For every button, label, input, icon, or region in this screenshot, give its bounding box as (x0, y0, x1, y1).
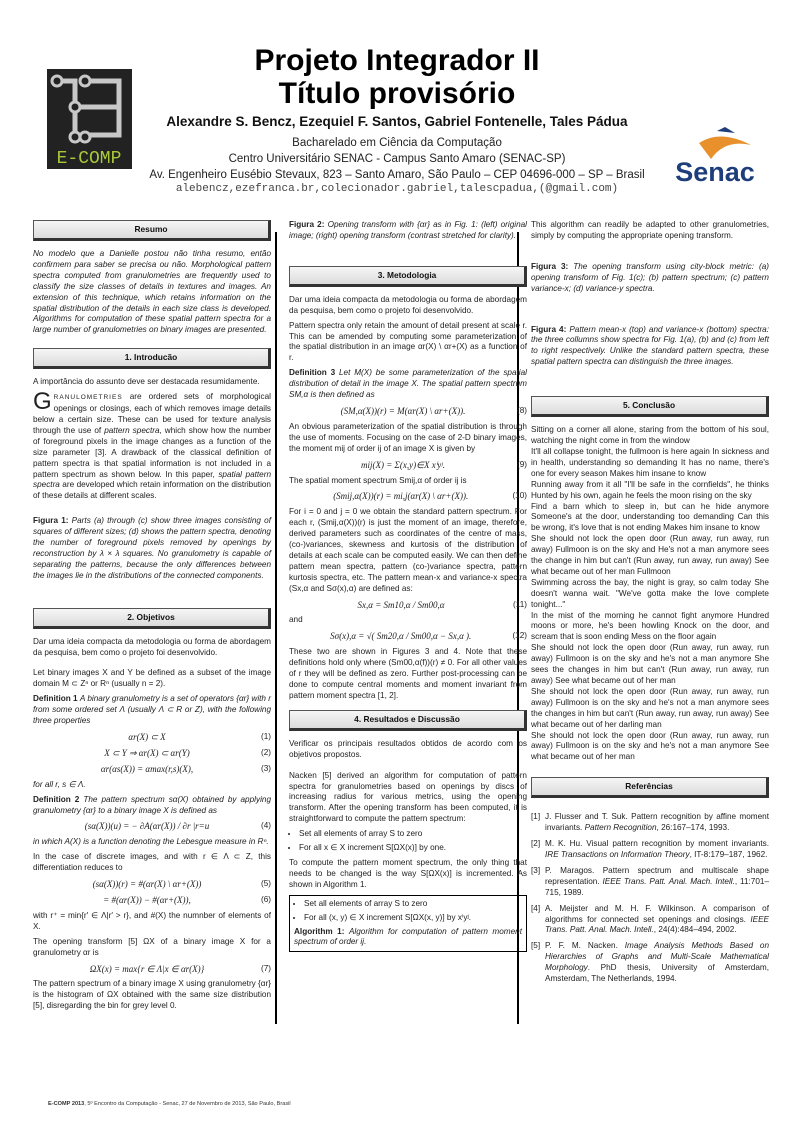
section-header-resultados: 4. Resultados e Discussão (289, 710, 527, 731)
reference-3: [3] P. Maragos. Pattern spectrum and multiscale shape representation. IEEE Trans. Patt. Anal. Mach. Intell., 11:701–715, 1989. (531, 865, 769, 897)
svg-text:Senac: Senac (675, 157, 755, 185)
forall-text: for all r, s ∈ Λ. (33, 779, 86, 789)
figure-3-caption: Figura 3: The opening transform using city-block metric: (a) opening transform of Fig. 1(c); (b) pattern spectrum; (c) pattern variance-x; (d) variance-y spectra. (531, 261, 769, 293)
abstract-text: No modelo que a Danielle postou não tinha resumo, então confirmem para saber se precisa ou não. Morphological pattern spectra computed from granulometries are frequently used to classify the size classes of details in textures and images. An extension of this technique, which retains information on the spatial distribution of the details in each size class is developed. Algorithms for computation of these spatial pattern spectra for a large number of granulometries on binary images are presented. (33, 249, 271, 335)
affiliation-address: Av. Engenheiro Eusébio Stevaux, 823 – Santo Amaro, São Paulo – CEP 04696-000 – SP – Brasil (149, 169, 645, 181)
resultados-paragraph-3: To compute the pattern moment spectrum, the only thing that needs to be changed is the way S[ΩX(x)] is incremented. As shown in Algorithm 1. (289, 857, 527, 889)
definition-2: Definition 2 The pattern spectrum sα(X) obtained by applying granulometry {αr} to a binary image X is defined as (33, 794, 272, 815)
reference-2: [2] M. K. Hu. Visual pattern recognition by moment invariants. IRE Transactions on Information Theory, IT-8:179–187, 1962. (531, 839, 769, 859)
and-text: and (289, 615, 303, 625)
list-item: • Set all elements of array S to zero (304, 899, 522, 910)
equation-5: (sα(X))(r) = #(αr(X) \ αr+(X)) (5) (92, 879, 271, 890)
moments-text: An obvious parameterization of the spatial distribution is through the use of moments. Focusing on the case of 2-D binary images, the moment mij of order ij of an image X is given by (289, 421, 527, 453)
equation-10: (Smij,α(X))(r) = mi,j(αr(X) \ αr+(X)). (10) (333, 491, 527, 502)
equation-1: αr(X) ⊂ X (1) (128, 732, 271, 742)
definition-1: Definition 1 A binary granulometry is a set of operators {αr} with r from some ordered set Λ (usually Λ ⊂ R or Z), with the following three properties (33, 694, 271, 726)
equation-4: (sα(X))(u) = − ∂A(αr(X)) / ∂r |r=u (4) (84, 821, 271, 832)
reference-5: [5] P. F. M. Nacken. Image Analysis Methods Based on Hierarchies of Graphs and Multi-Scale Mathematical Morphology. PhD thesis, University of Amsterdam, Amsterdam, The Netherlands, 1994. (531, 941, 770, 984)
reference-1: [1] J. Flusser and T. Suk. Pattern recognition by affine moment invariants. Pattern Recognition, 26:167–174, 1993. (531, 812, 769, 833)
list-item: • For all (x, y) ∈ X increment S[ΩX(x, y)] by xⁱyʲ. (304, 913, 522, 924)
algorithm-1-caption: Algorithm 1: Algorithm for computation of pattern moment spectrum of order ij. (294, 926, 523, 947)
reference-4: [4] A. Meijster and M. H. F. Wilkinson. A comparison of algorithms for connected set openings and closings. IEEE Trans. Patt. Anal. Mach. Intell., 24(4):484–494, 2002. (531, 903, 769, 935)
column-3 (531, 220, 769, 990)
title-line-1: Projeto Integrador II (254, 44, 540, 77)
metodologia-paragraph-2: Pattern spectra only retain the amount of detail present at scale r. This can be amended by computing some parameterization of the spatial distribution in an image αr(X) \ αr+(X) as a function of r. (289, 320, 527, 363)
spatial-moment-text: The spatial moment spectrum Smij,α of order ij is (289, 475, 467, 485)
svg-text:E-COMP: E-COMP (56, 149, 122, 169)
adaptation-text: This algorithm can readily be adapted to other granulometries, simply by computing the appropriate opening transform. (531, 220, 769, 240)
metodologia-paragraph-1: Dar uma ideia compacta da metodologia ou forma de abordagem da pesquisa, bem como o projeto foi desenvolvido. (289, 294, 527, 315)
resultados-paragraph-2: Nacken [5] derived an algorithm for computation of pattern spectra for granulometries based on openings by discs of increasing radius for various metrics, using the opening transform. After the opening transform has been computed, it is straightforward to compute the pattern spectrum: (289, 770, 527, 824)
equation-2: X ⊂ Y ⇒ αr(X) ⊂ αr(Y) (2) (104, 747, 271, 758)
algorithm-steps (289, 829, 527, 854)
definition-3: Definition 3 Let M(X) be some parameterization of the spatial distribution of detail in the image X. The spatial pattern spectrum SM,α is then defined as (289, 368, 528, 400)
opening-transform-text: The opening transform [5] ΩX of a binary image X for a granulometry αr is (33, 936, 271, 957)
list-item: • Set all elements of array S to zero (299, 829, 527, 840)
histogram-text: The pattern spectrum of a binary image X using granulometry {αr} is the histogram of ΩX obtained with the same size distribution [5], disregarding the bin for grey level 0. (33, 979, 271, 1011)
page-footer: E-COMP 2013, 5º Encontro da Computação - Senac, 27 de Novembro de 2013, São Paulo, Brasil (48, 1101, 291, 1107)
equation-9: mij(X) = Σ(x,y)∈X xⁱyʲ. (9) (360, 459, 527, 470)
section-header-metodologia: 3. Metodologia (289, 266, 527, 287)
discrete-text: In the case of discrete images, and with r ∈ Λ ⊂ Z, this differentiation reduces to (33, 852, 271, 873)
senac-logo (665, 125, 765, 185)
section-header-introducao: 1. Introducão (33, 348, 271, 369)
equation-3: αr(αs(X)) = αmax(r,s)(X), (3) (100, 763, 271, 774)
equation-7: ΩX(x) = max{r ∈ Λ|x ∈ αr(X)} (7) (89, 963, 271, 974)
equation-11: Sx,α = Sm10,α / Sm00,α (11) (357, 599, 527, 610)
section-header-objetivos: 2. Objetivos (33, 608, 271, 629)
intro-paragraph-2: GRANULOMETRIES are ordered sets of morphological openings or closings, each of which removes image details below a certain size. These can be used for texture analysis through the use of pattern spectra, which show how the number of foreground pixels in the image changes as a function of the size parameter [3]. A drawback of the classical definition of pattern spectra is that spatial information is not included in a pattern spectrum as shown below. In this paper, spatial pattern spectra are developed which retain information on the distribution of these details at different scales. (33, 388, 272, 501)
authors: Alexandre S. Bencz, Ezequiel F. Santos, Gabriel Fontenelle, Tales Pádua (166, 114, 628, 129)
equation-12: Sσ(x),α = √( Sm20,α / Sm00,α − Sx,α ). (12) (330, 631, 527, 642)
with-text: with r⁺ = min{r′ ∈ Λ|r′ > r}, and #(X) the numnber of elements of X. (33, 910, 271, 931)
column-2 (289, 220, 527, 956)
column-1 (33, 220, 271, 1016)
figure-2-caption: Figura 2: Opening transform with {αr} as in Fig. 1: (left) original image; (right) opening transform (contrast stretched for clarity). (289, 220, 527, 240)
equation-8: (SM,α(X))(r) = M(αr(X) \ αr+(X)). (8) (340, 405, 527, 416)
figure-4-caption: Figura 4: Pattern mean-x (top) and variance-x (bottom) spectra: the three collumns show spectra for Fig. 1(a), (b) and (c) from left to right respectively. Unlike the standard pattern spectra, these spatial pattern spectra can distinguish the three images. (531, 324, 770, 367)
list-item: • For all x ∈ X increment S[ΩX(x)] by one. (299, 843, 527, 854)
resultados-paragraph-1: Verificar os principais resultados obtidos de acordo com os objetivos propostos. (289, 738, 527, 759)
algorithm-1-box (289, 895, 527, 953)
equation-6: = #(αr(X)) − #(αr+(X)), (6) (103, 894, 271, 905)
binary-images-paragraph: Let binary images X and Y be defined as a subset of the image domain M ⊂ Zⁿ or Rⁿ (usually n = 2). (33, 668, 271, 689)
title-line-2: Título provisório (278, 77, 516, 110)
column-divider (275, 232, 277, 1024)
lebesgue-text: in which A(X) is a function denoting the Lebesgue measure in Rⁿ. (33, 837, 269, 847)
figure-1-caption: Figura 1: Parts (a) through (c) show three images consisting of squares of different sizes; (d) shows the pattern spectra, denoting the number of foreground pixels removed by openings by reconstruction by λ × λ squares. No granulometry is capable of separating the patterns, because the only differences between the images lie in the distributions of the connected components. (33, 516, 271, 580)
conclusao-text: Sitting on a corner all alone, staring from the bottom of his soul, watching the night come in from the window It'll all collapse tonight, the fullmoon is here again In sickness and in health, understanding so demanding It has no name, there's one for every season Makes him insane to know Running away from it all "I'll be safe in the cornfields", he thinks Hunted by his own, again he feels the moon rising on the sky Find a barn which to sleep in, but can he hide anymore Someone's at the door, understanding too demanding Can this be wrong, it's love that is not ending Makes him insane to know She should not lock the open door (Run away, run away, run away) Fullmoon is on the sky and He's not a man anymore sees the change in him but can't (Run away, run away, run away) See what became out of her man Fullmoon Swimming across the bay, the night is gray, so calm today She doesn't wanna wait. "We've gotta make the love complete tonight..." In the mist of the morning he cannot fight anymore Hundred moons or more, he's been howling Knock on the door, and scream that is soon ending Mess on the floor again She should not lock the open door (Run away, run away, run away) Fullmoon is on the sky and he's not a man anymore She sees the changes in him but can't (Run away, run away, run away) See what became out of her man She should not lock the open door (Run away, run away, run away) Fullmoon is on the sky and he's not a man anymore sees the changes in him but can't (Run away, run away, run away) See what became out of her darling man She should not lock the open door (Run away, run away, run away) Fullmoon is on the sky and he's not a man anymore See what became out of her man (531, 425, 769, 762)
section-header-referencias: Referências (531, 777, 769, 798)
drop-cap: G (33, 388, 52, 416)
paper-header (0, 30, 794, 200)
section-header-conclusao: 5. Conclusão (531, 396, 769, 417)
section-header-resumo: Resumo (33, 220, 271, 241)
standard-spectrum-text: For i = 0 and j = 0 we obtain the standard pattern spectrum. For each r, (Smij,α(X))(r) is just the moment of an image, therefore, derived parameters such as coordinates of the centre of mass, (co-)variances, skewness and kurtosis of the distribution of details at each scale can be computed easily. We can then define pattern mean spectra, pattern (co-)variance spectra, pattern kurtosis spectra, etc. The pattern mean-x and variance-x spectra (Sx,α and Sσ(x),α) are defined as: (289, 507, 527, 593)
intro-paragraph-1: A importância do assunto deve ser destacada resumidamente. (33, 377, 260, 387)
affiliation-program: Bacharelado em Ciência da Computação (292, 137, 502, 149)
senac-wing-icon (665, 125, 765, 185)
affiliation-institution: Centro Universitário SENAC - Campus Santo Amaro (SENAC-SP) (228, 153, 566, 165)
objetivos-paragraph: Dar uma ideia compacta da metodologia ou forma de abordagem da pesquisa, bem como o projeto foi desenvolvido. (33, 636, 271, 657)
author-emails: alebencz,ezefranca.br,colecionador.gabriel,talescpadua,(@gmail.com) (175, 183, 619, 195)
these-two-text: These two are shown in Figures 3 and 4. Note that these definitions hold only where (Sm00,α(f))(r) ≠ 0. For all other values of r they will be defined as zero. Further post-processing can be done to compute central moments and moment invariant from pattern moment spectra [1, 2]. (289, 647, 527, 700)
